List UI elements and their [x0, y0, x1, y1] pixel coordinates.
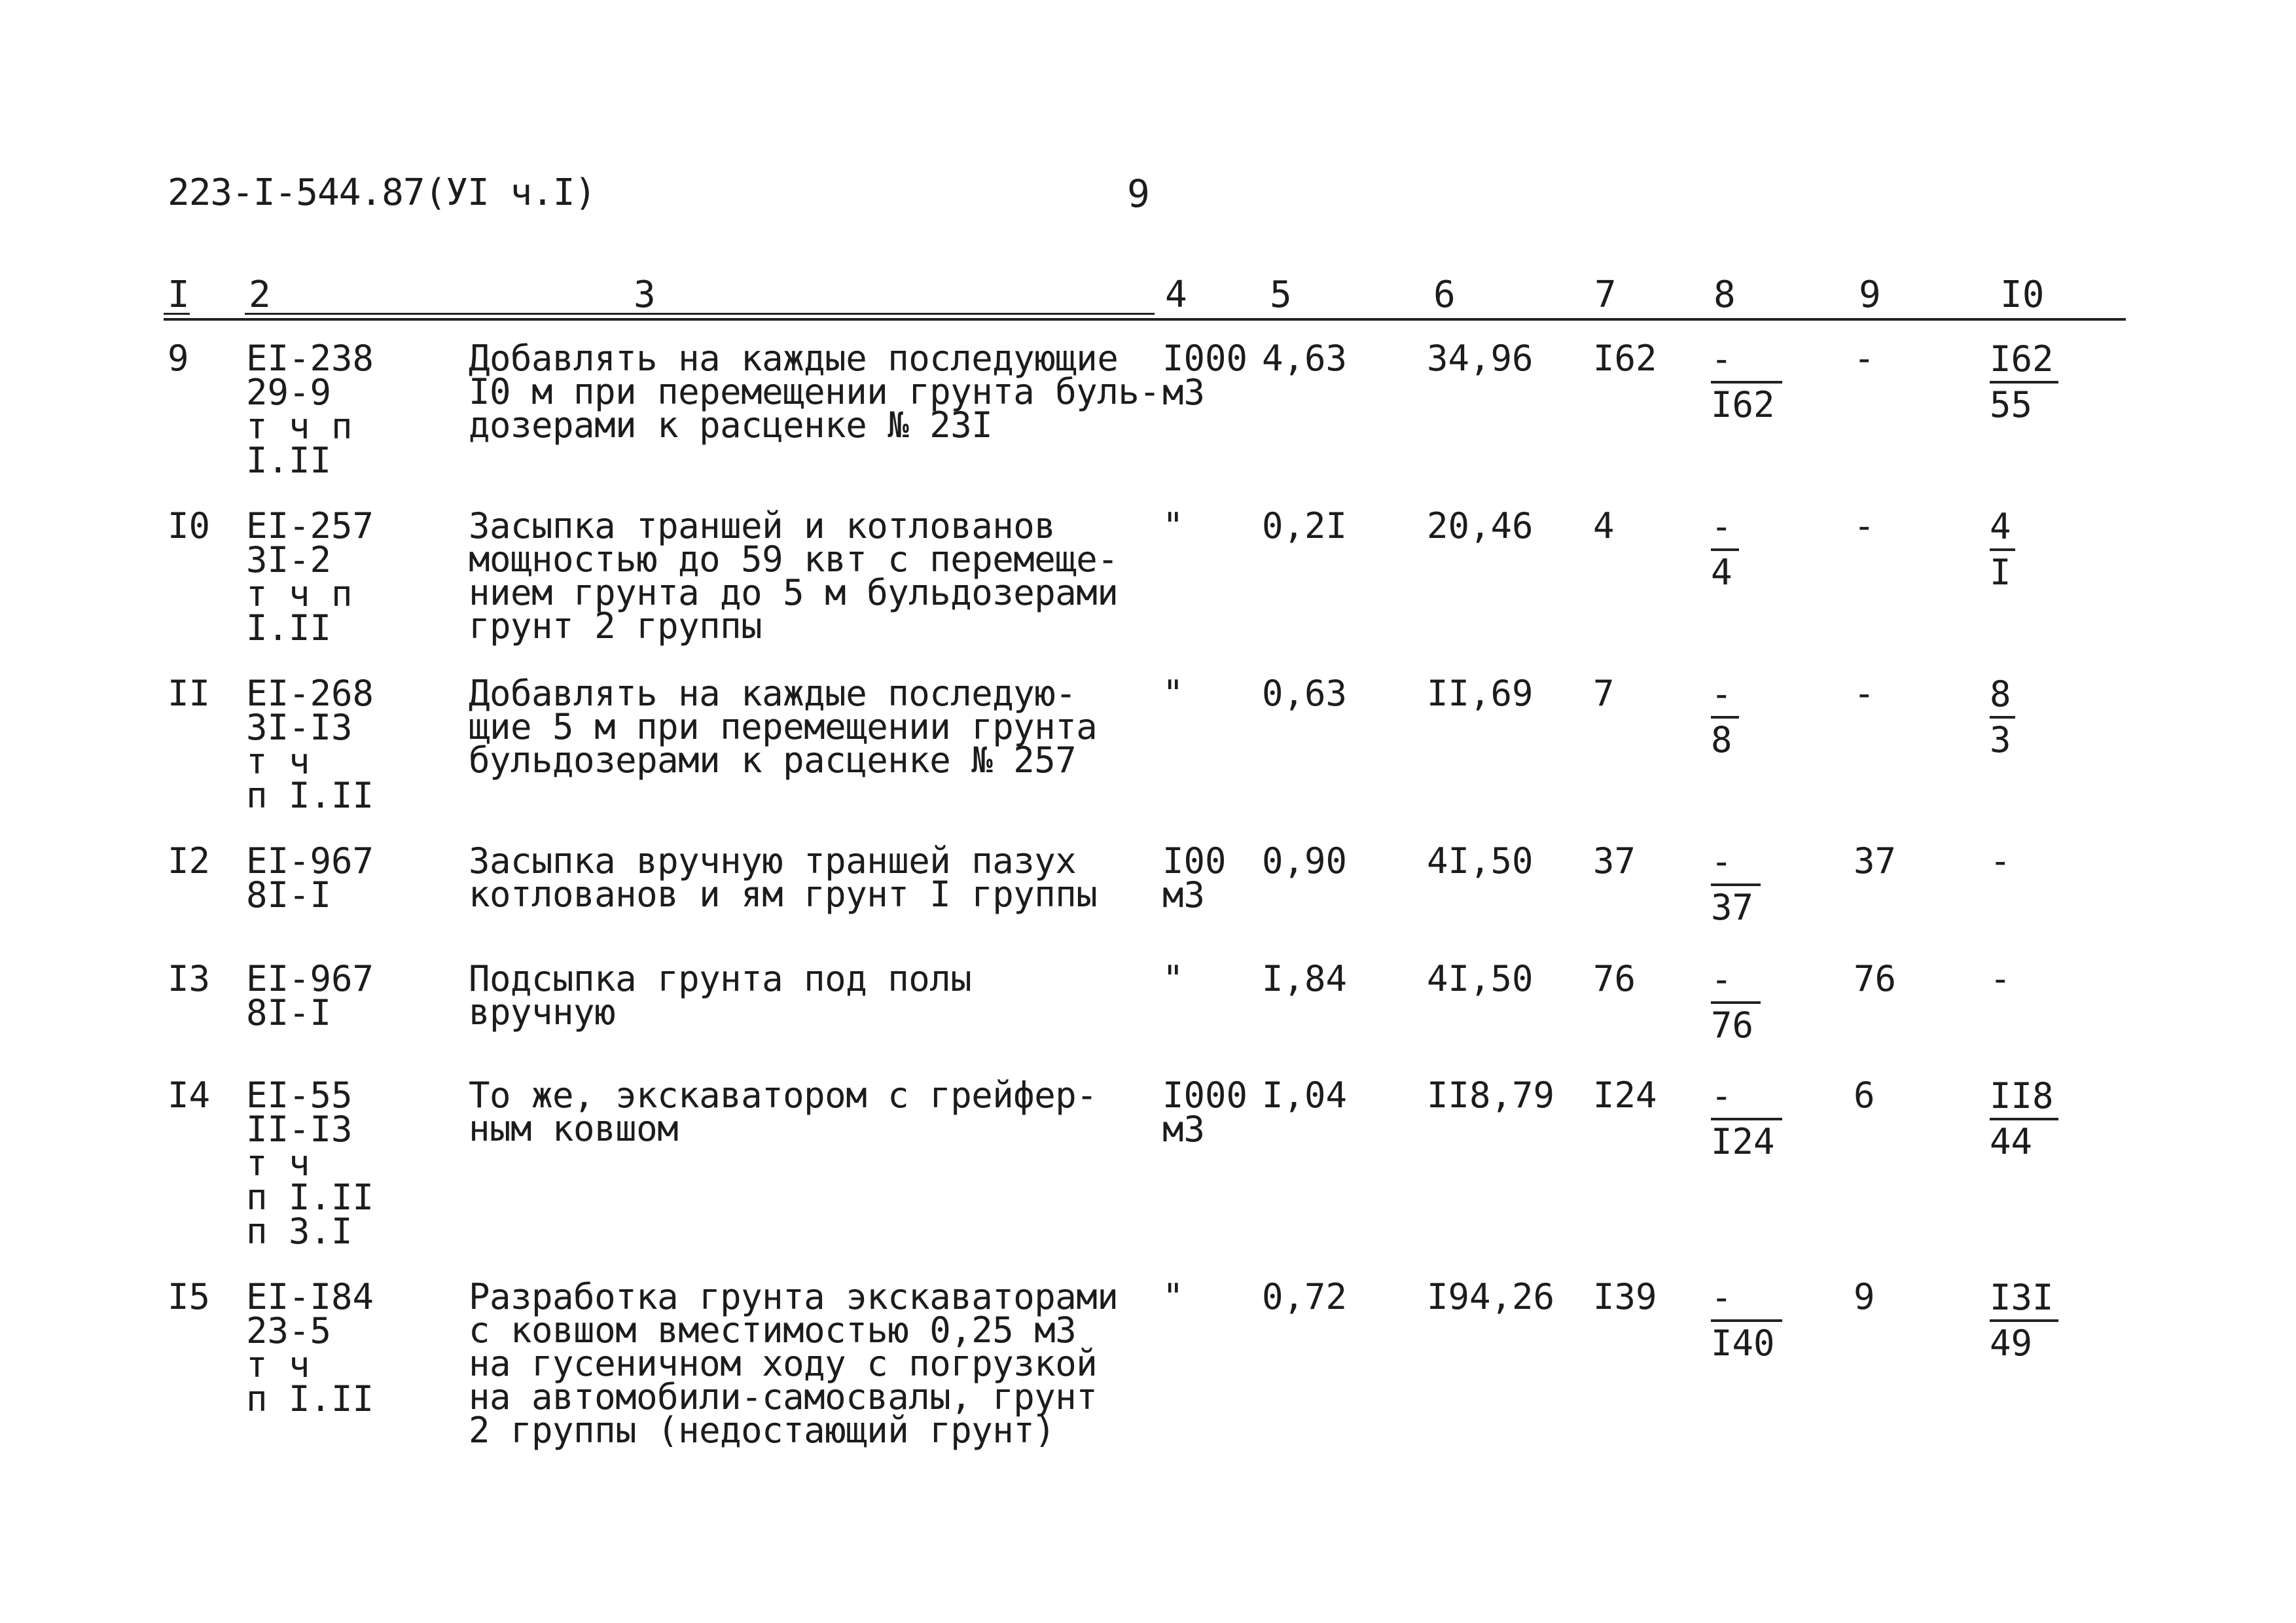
header-underline: [164, 313, 190, 315]
fraction-bar: [1990, 1319, 2058, 1322]
quantity-value: I,84: [1262, 958, 1348, 999]
column-8-fraction: [1711, 338, 1782, 425]
column-8-fraction: [1711, 959, 1761, 1046]
fraction-numerator: 4: [1990, 506, 2011, 547]
column-header-2: 2: [249, 274, 271, 316]
column-10-fraction: [1990, 673, 2015, 760]
fraction-denominator: 8: [1711, 719, 1732, 760]
fraction-numerator: I62: [1990, 338, 2054, 380]
quantity-value: 0,90: [1262, 840, 1348, 882]
column-header-3: 3: [634, 274, 656, 316]
fraction-numerator: -: [1711, 338, 1732, 380]
fraction-numerator: -: [1711, 506, 1732, 547]
quantity-value: 4,63: [1262, 338, 1348, 379]
work-description: Добавлять на каждые последующие I0 м при перемещении грунта буль- дозерами к расценке № 23I: [469, 338, 1160, 446]
column-10-fraction: [1990, 506, 2015, 593]
fraction-denominator: I24: [1711, 1121, 1775, 1162]
row-number: I2: [168, 840, 211, 882]
fraction-bar: [1711, 381, 1782, 383]
unit-of-measure: ": [1162, 958, 1184, 999]
column-8-fraction: [1711, 841, 1761, 928]
column-10-fraction: [1990, 1277, 2058, 1364]
row-number: I0: [168, 505, 211, 546]
row-number: I5: [168, 1276, 211, 1317]
fraction-bar: [1711, 1118, 1782, 1120]
unit-price-value: 4I,50: [1427, 840, 1534, 882]
fraction-numerator: I3I: [1990, 1277, 2054, 1318]
rate-code: EI-967 8I-I: [246, 840, 374, 916]
fraction-numerator: -: [1711, 673, 1732, 715]
unit-of-measure: ": [1162, 673, 1184, 714]
total-value: 4: [1593, 505, 1615, 546]
unit-price-value: 20,46: [1427, 505, 1534, 546]
quantity-value: 0,63: [1262, 673, 1348, 714]
column-8-fraction: [1711, 1277, 1782, 1364]
fraction-numerator: -: [1711, 959, 1732, 1000]
fraction-bar: [1990, 381, 2058, 383]
row-number: I3: [168, 958, 211, 999]
unit-of-measure: I00 м3: [1162, 840, 1227, 916]
column-9-value: 6: [1854, 1075, 1875, 1116]
column-header-1: I: [168, 274, 190, 316]
fraction-denominator: 3: [1990, 719, 2011, 760]
column-9-value: -: [1854, 673, 1875, 714]
work-description: То же, экскаватором с грейфер- ным ковшом: [469, 1075, 1098, 1149]
fraction-denominator: 49: [1990, 1323, 2033, 1364]
quantity-value: 0,2I: [1262, 505, 1348, 546]
fraction-denominator: 37: [1711, 887, 1754, 928]
unit-of-measure: I000 м3: [1162, 1075, 1248, 1150]
fraction-denominator: 44: [1990, 1121, 2033, 1162]
column-8-fraction: [1711, 673, 1739, 760]
fraction-numerator: II8: [1990, 1075, 2054, 1116]
rate-code: EI-I84 23-5 т ч п I.II: [246, 1276, 374, 1419]
fraction-numerator: -: [1711, 841, 1732, 882]
row-number: I4: [168, 1075, 211, 1116]
column-8-fraction: [1711, 1075, 1782, 1162]
fraction-numerator: -: [1711, 1277, 1732, 1318]
row-number: 9: [168, 338, 189, 379]
column-header-8: 8: [1713, 274, 1736, 316]
column-10-fraction: [1990, 338, 2058, 425]
rate-code: EI-967 8I-I: [246, 958, 374, 1033]
fraction-numerator: 8: [1990, 673, 2011, 715]
column-header-9: 9: [1859, 274, 1881, 316]
fraction-denominator: 55: [1990, 384, 2033, 425]
fraction-denominator: 76: [1711, 1005, 1754, 1046]
fraction-numerator: -: [1711, 1075, 1732, 1116]
total-value: 76: [1593, 958, 1636, 999]
fraction-denominator: 4: [1711, 552, 1732, 593]
column-header-10: I0: [2000, 274, 2045, 316]
fraction-denominator: I: [1990, 552, 2011, 593]
column-9-value: 9: [1854, 1276, 1875, 1317]
unit-of-measure: ": [1162, 1276, 1184, 1317]
unit-price-value: II8,79: [1427, 1075, 1555, 1116]
column-9-value: 76: [1854, 958, 1897, 999]
fraction-bar: [1711, 883, 1761, 886]
column-10-value: -: [1990, 840, 2011, 882]
column-10-fraction: [1990, 1075, 2058, 1162]
work-description: Засыпка вручную траншей пазух котлованов и ям грунт I группы: [469, 840, 1098, 915]
column-header-5: 5: [1270, 274, 1292, 316]
unit-of-measure: I000 м3: [1162, 338, 1248, 413]
total-value: I24: [1593, 1075, 1657, 1116]
fraction-denominator: I40: [1711, 1323, 1775, 1364]
column-header-6: 6: [1433, 274, 1456, 316]
page-number: 9: [1127, 171, 1150, 216]
fraction-bar: [1990, 1118, 2058, 1120]
column-header-4: 4: [1165, 274, 1187, 316]
total-value: I39: [1593, 1276, 1657, 1317]
row-number: II: [168, 673, 211, 714]
fraction-bar: [1711, 548, 1739, 551]
column-9-value: 37: [1854, 840, 1897, 882]
work-description: Засыпка траншей и котлованов мощностью до 59 квт с перемеще- нием грунта до 5 м бульдозерами грунт 2 группы: [469, 505, 1119, 647]
fraction-bar: [1990, 716, 2015, 719]
fraction-denominator: I62: [1711, 384, 1775, 425]
column-10-value: -: [1990, 958, 2011, 999]
quantity-value: I,04: [1262, 1075, 1348, 1116]
work-description: Добавлять на каждые последую- щие 5 м при перемещении грунта бульдозерами к расценке № 257: [469, 673, 1098, 781]
fraction-bar: [1990, 548, 2015, 551]
column-8-fraction: [1711, 506, 1739, 593]
unit-price-value: II,69: [1427, 673, 1534, 714]
work-description: Разработка грунта экскаваторами с ковшом вместимостью 0,25 м3 на гусеничном ходу с погрузкой на автомобили-самосвалы, грунт 2 группы (недостающий грунт): [469, 1276, 1119, 1451]
work-description: Подсыпка грунта под полы вручную: [469, 958, 972, 1033]
header-rule: [164, 318, 2126, 321]
header-underline: [245, 313, 1155, 315]
column-header-7: 7: [1594, 274, 1617, 316]
fraction-bar: [1711, 716, 1739, 719]
fraction-bar: [1711, 1319, 1782, 1322]
quantity-value: 0,72: [1262, 1276, 1348, 1317]
rate-code: EI-55 II-I3 т ч п I.II п 3.I: [246, 1075, 374, 1252]
unit-price-value: I94,26: [1427, 1276, 1555, 1317]
total-value: 7: [1593, 673, 1615, 714]
total-value: I62: [1593, 338, 1657, 379]
document-code: 223-I-544.87(УI ч.I): [168, 171, 596, 214]
fraction-bar: [1711, 1001, 1761, 1004]
unit-price-value: 4I,50: [1427, 958, 1534, 999]
rate-code: EI-238 29-9 т ч п I.II: [246, 338, 374, 481]
total-value: 37: [1593, 840, 1636, 882]
column-9-value: -: [1854, 505, 1875, 546]
rate-code: EI-268 3I-I3 т ч п I.II: [246, 673, 374, 816]
column-9-value: -: [1854, 338, 1875, 379]
unit-of-measure: ": [1162, 505, 1184, 546]
unit-price-value: 34,96: [1427, 338, 1534, 379]
rate-code: EI-257 3I-2 т ч п I.II: [246, 505, 374, 649]
